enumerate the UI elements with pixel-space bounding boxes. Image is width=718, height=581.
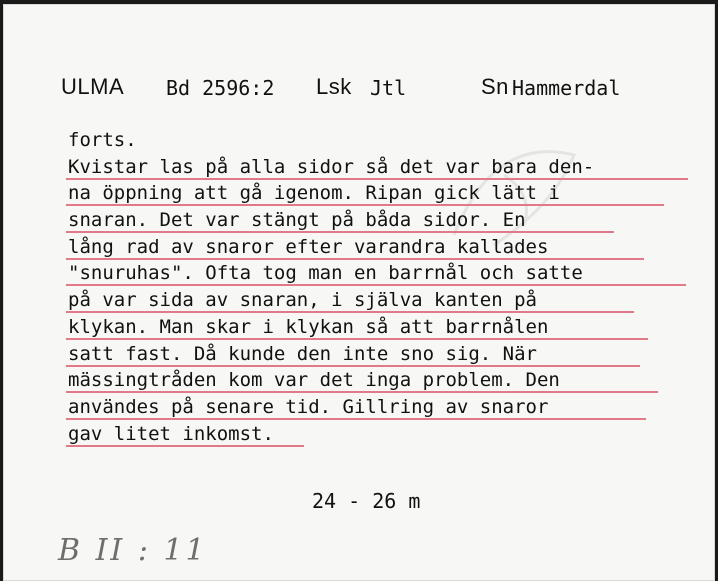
text-line: mässingtråden kom var det inga problem. Den [68, 367, 708, 394]
text-line: snaran. Det var stängt på båda sidor. En [68, 207, 708, 234]
text-line: forts. [68, 129, 137, 151]
socken-label: Sn [481, 74, 509, 99]
text-line: klykan. Man skar i klykan så att barrnålen [68, 314, 708, 341]
text-line: "snuruhas". Ofta tog man en barrnål och satte [68, 260, 708, 287]
record-text [68, 127, 708, 447]
landskap-value: Jtl [370, 76, 407, 100]
socken-value: Hammerdal [512, 76, 621, 100]
text-line: na öppning att gå igenom. Ripan gick lätt i [68, 180, 708, 207]
record-reference: Bd 2596:2 [166, 76, 275, 100]
text-line: lång rad av snaror efter varandra kallades [68, 234, 708, 261]
archive-code: ULMA [61, 74, 125, 99]
page-range: 24 - 26 m [312, 489, 421, 513]
text-line: på var sida av snaran, i själva kanten på [68, 287, 708, 314]
text-line: satt fast. Då kunde den inte sno sig. När [68, 341, 708, 368]
landskap-label: Lsk [316, 74, 352, 99]
text-line: gav litet inkomst. [68, 421, 708, 448]
card-header [4, 74, 714, 106]
handwritten-note: B II : 11 [58, 533, 208, 568]
text-line: Kvistar las på alla sidor så det var bara den- [68, 154, 708, 181]
archive-card [3, 4, 715, 581]
text-line: användes på senare tid. Gillring av snaror [68, 394, 708, 421]
